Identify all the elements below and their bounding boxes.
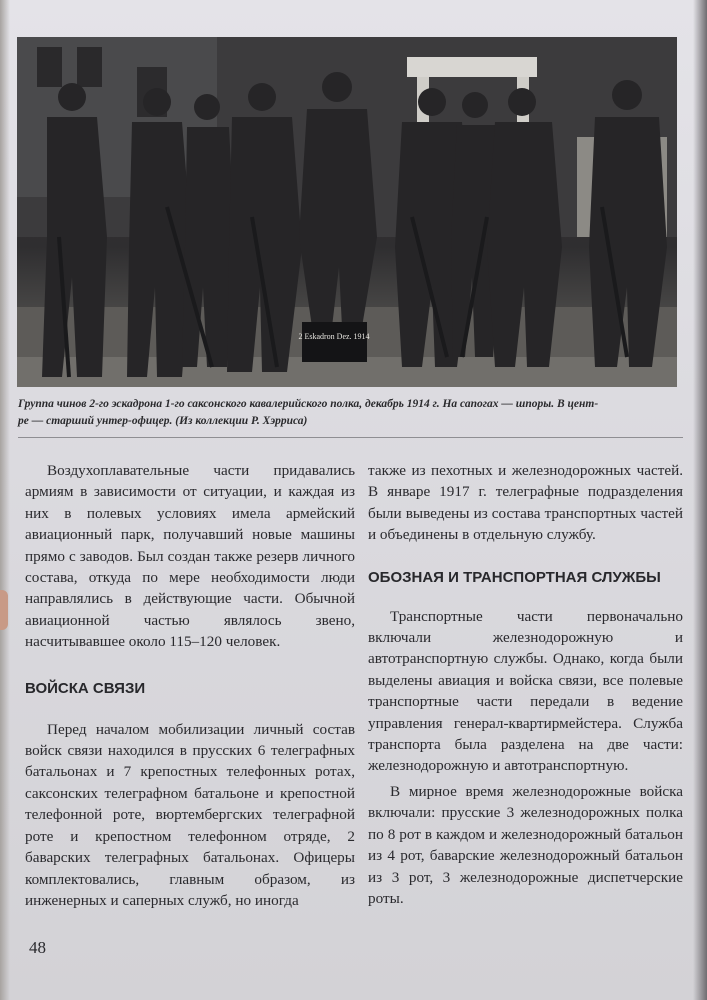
aviation-paragraph: Воздухоплавательные части придавались армиям в зависимости от ситуации, и каждая из них в полевых условиях имела армейский авиационный парк, получавший новые машины прямо с заводов. Был создан также резерв личного состава, откуда по мере необходимости люди направлялись в действующие части. Обычной авиационной частью являлось звено, насчитывавшее около 115–120 человек. — [25, 462, 355, 651]
signals-paragraph: Перед началом мобилизации личный состав войск связи находился в прусских 6 телеграфных батальонах и 7 крепостных телефонных ротах, саксонских телеграфном батальоне и крепостной телефонной роте, вюртембергских телеграфной роте и крепостном телефонном отряде, 2 баварских телеграфных батальонах. Офицеры комплектовались, главным образом, из инженерных и саперных служб, но иногда — [25, 720, 355, 909]
caption-line-2: ре — старший унтер-офицер. (Из коллекции Р. Хэрриса) — [18, 415, 308, 427]
left-column — [25, 460, 355, 911]
photo-caption — [18, 396, 678, 430]
page-gutter-shadow — [0, 0, 10, 1000]
continuation-paragraph: также из пехотных и железнодорожных частей. В январе 1917 г. телеграфные подразделения были выведены из состава транспортных частей и объединены в отдельную службу. — [368, 462, 683, 544]
right-column — [368, 460, 683, 909]
page-right-edge — [693, 0, 707, 1000]
caption-line-1: Группа чинов 2-го эскадрона 1-го саксонского кавалерийского полка, декабрь 1914 г. На сапогах — шпоры. В цент- — [18, 398, 599, 410]
transport-paragraph-2: В мирное время железнодорожные войска включали: прусские 3 железнодорожных полка по 8 рот в каждом и железнодорожный батальон из 4 рот, баварские железнодорожный батальон из 3 рот, 3 железнодорожные диспетчерские роты. — [368, 782, 683, 907]
photo-sign-text: 2 Eskadron Dez. 1914 — [298, 332, 370, 341]
signals-heading: ВОЙСКА СВЯЗИ — [25, 679, 146, 697]
historical-photograph — [17, 37, 677, 387]
page-number: 48 — [29, 938, 46, 957]
transport-paragraph-1: Транспортные части первоначально включали железнодорожную и автотранспортную службы. Однако, когда были выделены авиация и войска связи, все полевые транспортные части передали в ведение управления генерал-квартирмейстера. Служба транспорта была разделена на две части: железнодорожную и автотранспортную. — [368, 607, 683, 775]
transport-heading: ОБОЗНАЯ И ТРАНСПОРТНАЯ СЛУЖБЫ — [368, 568, 661, 586]
soldiers-group-photo — [17, 37, 677, 387]
caption-divider — [18, 437, 683, 438]
page-edge-tab — [0, 590, 8, 630]
